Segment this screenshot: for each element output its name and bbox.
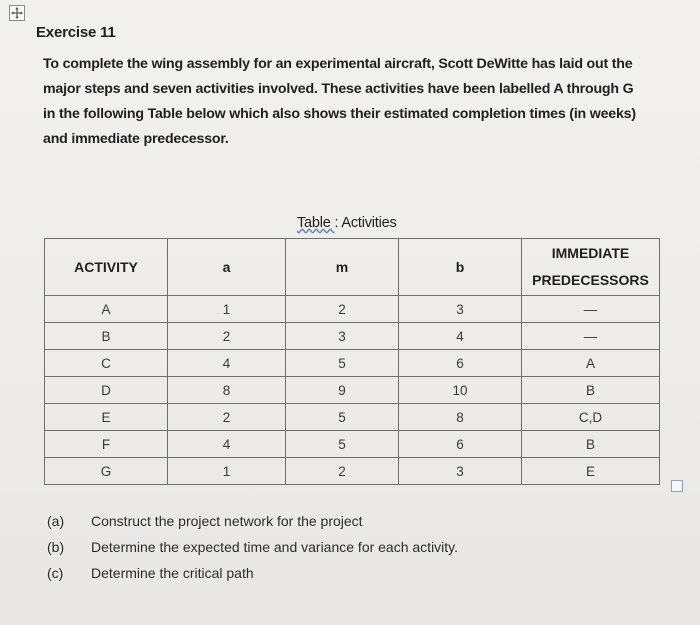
header-predecessors-line1: IMMEDIATE (551, 245, 630, 261)
cell-b: 3 (399, 458, 522, 485)
statement-line: To complete the wing assembly for an experimental aircraft, Scott DeWitte has laid out the (43, 56, 633, 72)
table-header-row (45, 239, 660, 296)
statement-line: and immediate predecessor. (43, 131, 229, 147)
cell-b: 8 (399, 404, 522, 431)
cell-predecessor: — (522, 323, 660, 350)
table-row (45, 431, 660, 458)
question-label: (b) (47, 539, 65, 555)
header-predecessors (522, 239, 660, 296)
move-handle-icon[interactable] (9, 5, 25, 21)
table-caption-rest: : Activities (334, 215, 397, 231)
cell-activity: G (45, 458, 168, 485)
exercise-title: Exercise 11 (36, 24, 116, 41)
cell-activity: F (45, 431, 168, 458)
cell-predecessor: E (522, 458, 660, 485)
table-caption (297, 215, 397, 231)
cell-predecessor: C,D (522, 404, 660, 431)
question-item (47, 534, 458, 560)
resize-handle[interactable] (671, 480, 683, 492)
table-row (45, 296, 660, 323)
statement-line: in the following Table below which also shows their estimated completion times (in weeks) (43, 106, 636, 122)
problem-statement (43, 52, 673, 152)
question-label: (c) (47, 565, 64, 581)
table-caption-underlined: Table (297, 215, 335, 231)
cell-activity: C (45, 350, 168, 377)
cell-predecessor: A (522, 350, 660, 377)
cell-a: 4 (168, 431, 286, 458)
cell-a: 1 (168, 296, 286, 323)
cell-a: 4 (168, 350, 286, 377)
question-item (47, 508, 458, 534)
header-a: a (168, 239, 286, 296)
cell-a: 8 (168, 377, 286, 404)
cell-b: 6 (399, 350, 522, 377)
cell-activity: E (45, 404, 168, 431)
cell-b: 6 (399, 431, 522, 458)
header-b: b (399, 239, 522, 296)
question-item (47, 560, 458, 586)
cell-m: 2 (286, 458, 399, 485)
cell-activity: B (45, 323, 168, 350)
cell-b: 4 (399, 323, 522, 350)
cell-m: 9 (286, 377, 399, 404)
table-row (45, 323, 660, 350)
table-row (45, 404, 660, 431)
table-row (45, 350, 660, 377)
cell-a: 2 (168, 323, 286, 350)
question-list (47, 508, 458, 586)
cell-m: 5 (286, 431, 399, 458)
statement-line: major steps and seven activities involved. These activities have been labelled A through G (43, 81, 634, 97)
header-predecessors-line2: PREDECESSORS (532, 272, 649, 288)
question-label: (a) (47, 513, 65, 529)
cell-m: 3 (286, 323, 399, 350)
cell-a: 1 (168, 458, 286, 485)
table-row (45, 377, 660, 404)
activities-table (44, 238, 660, 485)
header-activity: ACTIVITY (45, 239, 168, 296)
question-text: Construct the project network for the project (91, 513, 363, 529)
cell-predecessor: B (522, 377, 660, 404)
cell-b: 10 (399, 377, 522, 404)
question-text: Determine the expected time and variance for each activity. (91, 539, 459, 555)
cell-m: 2 (286, 296, 399, 323)
table-row (45, 458, 660, 485)
header-m: m (286, 239, 399, 296)
question-text: Determine the critical path (91, 565, 254, 581)
cell-predecessor: — (522, 296, 660, 323)
cell-m: 5 (286, 350, 399, 377)
cell-b: 3 (399, 296, 522, 323)
cell-a: 2 (168, 404, 286, 431)
cell-activity: D (45, 377, 168, 404)
cell-predecessor: B (522, 431, 660, 458)
cell-activity: A (45, 296, 168, 323)
cell-m: 5 (286, 404, 399, 431)
